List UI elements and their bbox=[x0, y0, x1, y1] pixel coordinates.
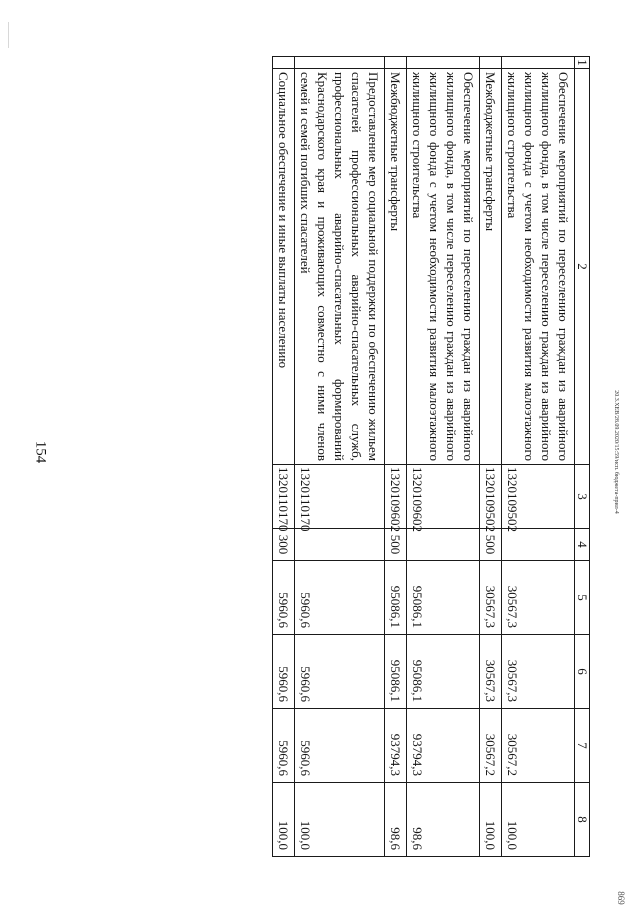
table-row bbox=[480, 57, 502, 857]
row-description: Предоставление мер социальной поддержки по обеспечению жильем спасателей профессиональных аварийно-спасательных служб, профессиональных аварийно-спасательных формирований Краснодарского края и проживающих совместно с ними членов семей и семей погибших спасателей bbox=[295, 69, 385, 465]
rotated-table-container bbox=[104, 56, 590, 856]
header-cell: 1 bbox=[575, 57, 590, 69]
page-number: 154 bbox=[32, 440, 49, 464]
row-value-6: 95086,1 bbox=[385, 635, 407, 709]
scan-edge-line bbox=[8, 22, 9, 48]
table-cell-empty bbox=[273, 57, 295, 69]
footer-code: 20.3.XEB/28.09.2020/15:59/исп. бюджета-прил-4 bbox=[613, 390, 619, 514]
row-code: 1320109602 bbox=[385, 465, 407, 529]
row-value-6: 30567,3 bbox=[480, 635, 502, 709]
row-value-5: 95086,1 bbox=[407, 561, 480, 635]
row-value-6: 5960,6 bbox=[295, 635, 385, 709]
budget-table bbox=[272, 56, 590, 857]
table-cell-empty bbox=[385, 57, 407, 69]
row-description: Межбюджетные трансферты bbox=[480, 69, 502, 465]
table-row bbox=[273, 57, 295, 857]
row-vr: 300 bbox=[273, 529, 295, 561]
header-row bbox=[575, 57, 590, 857]
row-vr bbox=[502, 529, 575, 561]
row-code: 1320110170 bbox=[273, 465, 295, 529]
row-vr bbox=[407, 529, 480, 561]
corner-mark: 869 bbox=[615, 891, 626, 905]
table-row bbox=[407, 57, 480, 857]
row-vr: 500 bbox=[385, 529, 407, 561]
header-cell: 5 bbox=[575, 561, 590, 635]
row-value-7: 5960,6 bbox=[273, 709, 295, 783]
row-value-8: 100,0 bbox=[480, 783, 502, 857]
row-description: Обеспечение мероприятий по переселению граждан из аварийного жилищного фонда, в том числе переселению граждан из аварийного жилищного фонда с учетом необходимости развития малоэтажного жилищного строительства bbox=[502, 69, 575, 465]
header-cell: 7 bbox=[575, 709, 590, 783]
row-vr: 500 bbox=[480, 529, 502, 561]
row-code: 1320109502 bbox=[480, 465, 502, 529]
row-description: Межбюджетные трансферты bbox=[385, 69, 407, 465]
row-value-8: 98,6 bbox=[407, 783, 480, 857]
header-cell: 8 bbox=[575, 783, 590, 857]
header-cell: 6 bbox=[575, 635, 590, 709]
row-value-8: 100,0 bbox=[502, 783, 575, 857]
table-cell-empty bbox=[502, 57, 575, 69]
row-value-5: 5960,6 bbox=[295, 561, 385, 635]
row-value-7: 93794,3 bbox=[385, 709, 407, 783]
row-code: 1320109602 bbox=[407, 465, 480, 529]
row-value-5: 95086,1 bbox=[385, 561, 407, 635]
row-value-7: 30567,2 bbox=[480, 709, 502, 783]
row-description: Социальное обеспечение и иные выплаты населению bbox=[273, 69, 295, 465]
table-cell-empty bbox=[407, 57, 480, 69]
row-value-8: 98,6 bbox=[385, 783, 407, 857]
table-row bbox=[385, 57, 407, 857]
row-code: 1320110170 bbox=[295, 465, 385, 529]
row-value-5: 30567,3 bbox=[502, 561, 575, 635]
row-code: 1320109502 bbox=[502, 465, 575, 529]
header-cell: 2 bbox=[575, 69, 590, 465]
table-cell-empty bbox=[295, 57, 385, 69]
header-cell: 4 bbox=[575, 529, 590, 561]
row-vr bbox=[295, 529, 385, 561]
row-value-7: 5960,6 bbox=[295, 709, 385, 783]
row-value-8: 100,0 bbox=[273, 783, 295, 857]
row-value-6: 5960,6 bbox=[273, 635, 295, 709]
row-value-6: 95086,1 bbox=[407, 635, 480, 709]
row-value-7: 30567,2 bbox=[502, 709, 575, 783]
row-value-5: 30567,3 bbox=[480, 561, 502, 635]
row-value-7: 93794,3 bbox=[407, 709, 480, 783]
row-value-6: 30567,3 bbox=[502, 635, 575, 709]
row-value-5: 5960,6 bbox=[273, 561, 295, 635]
table-row bbox=[502, 57, 575, 857]
header-cell: 3 bbox=[575, 465, 590, 529]
row-description: Обеспечение мероприятий по переселению граждан из аварийного жилищного фонда, в том числе переселению граждан из аварийного жилищного фонда с учетом необходимости развития малоэтажного жилищного строительства bbox=[407, 69, 480, 465]
row-value-8: 100,0 bbox=[295, 783, 385, 857]
table-row bbox=[295, 57, 385, 857]
table-cell-empty bbox=[480, 57, 502, 69]
